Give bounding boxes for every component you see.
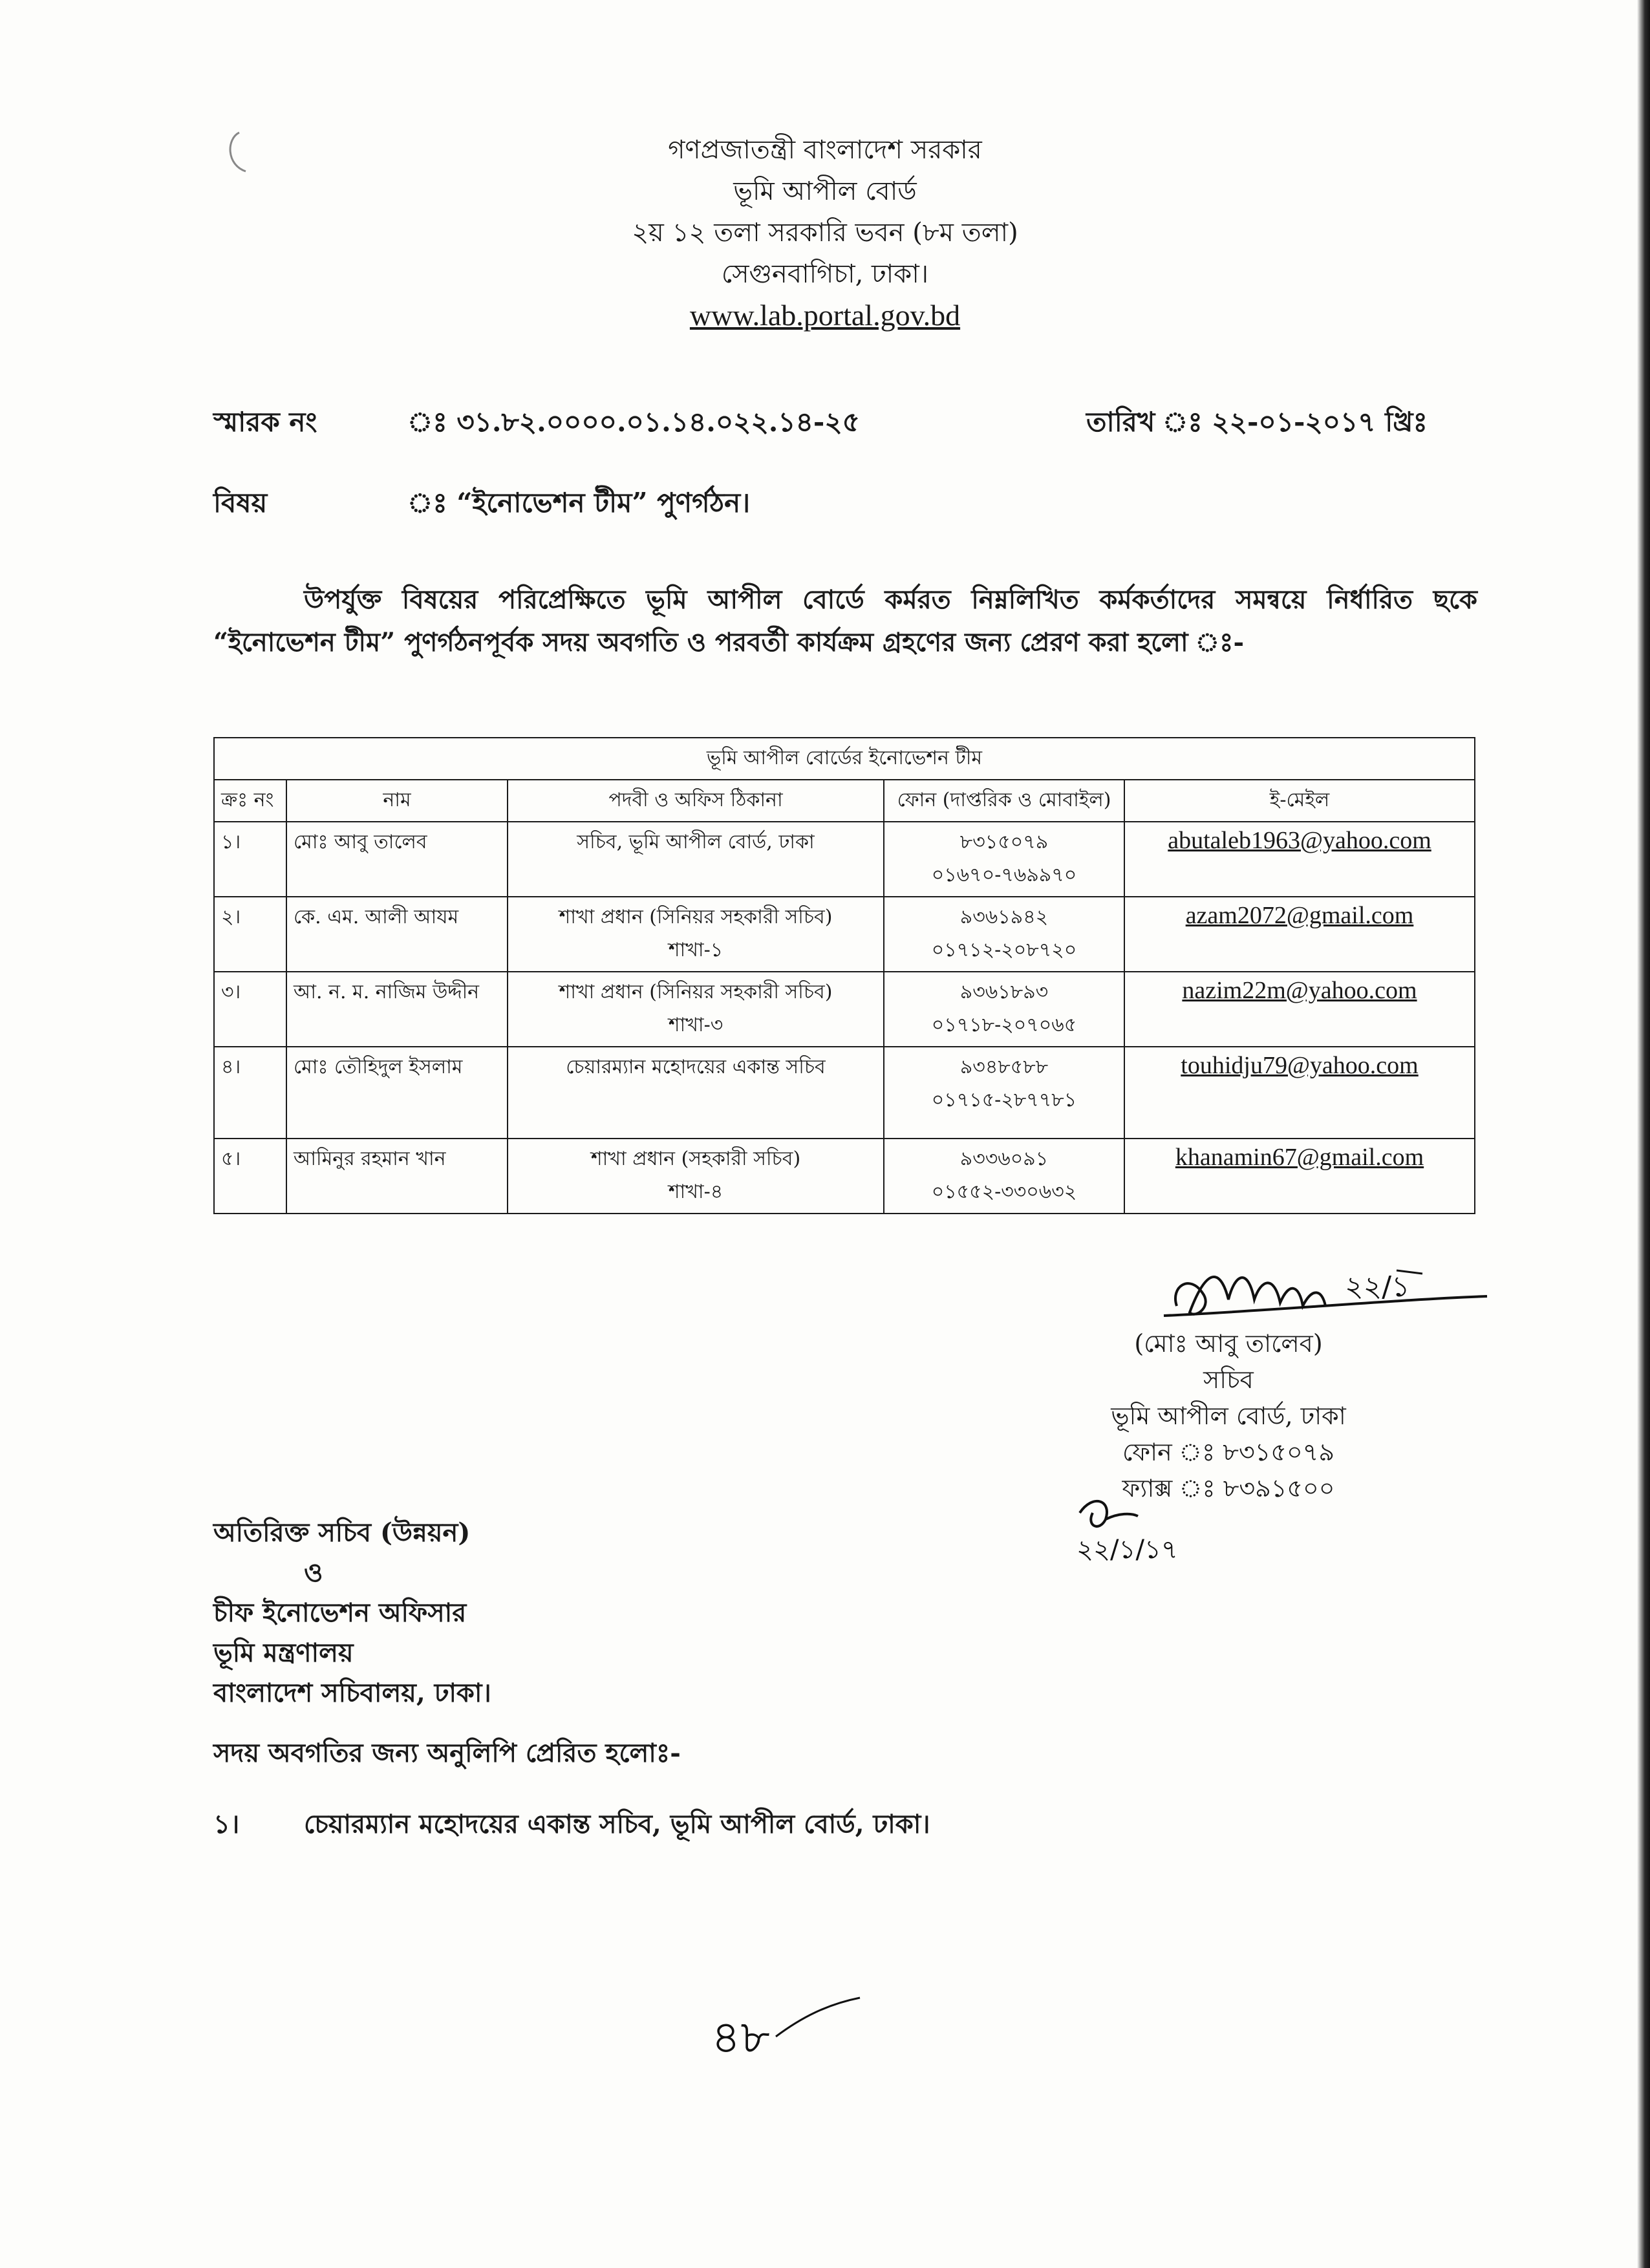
row-sl: ৩। (214, 972, 286, 1047)
memo-date: তারিখ ঃ ২২-০১-২০১৭ খ্রিঃ (1086, 406, 1428, 438)
table-row (214, 1139, 1475, 1214)
website-link[interactable]: www.lab.portal.gov.bd (689, 299, 961, 332)
header-designation: পদবী ও অফিস ঠিকানা (508, 780, 884, 822)
table-row (214, 972, 1475, 1047)
office-location: সেগুনবাগিচা, ঢাকা। (721, 259, 929, 289)
row-phone (884, 1047, 1124, 1139)
handwritten-initial (1067, 1487, 1235, 1578)
header-sl: ক্রঃ নং (214, 780, 286, 822)
office-phone: ৯৩৬১৯৪২ (959, 906, 1049, 928)
scan-edge (1637, 0, 1650, 2268)
table-row (214, 822, 1475, 897)
subject-value: ঃ “ইনোভেশন টীম” পুণর্গঠন। (407, 487, 751, 519)
initial-date: ২২/১/১৭ (1077, 1535, 1178, 1565)
memo-ref-number: ঃ ৩১.৮২.০০০০.০১.১৪.০২২.১৪-২৫ (407, 406, 860, 438)
table-row (214, 897, 1475, 972)
row-sl: ৫। (214, 1139, 286, 1214)
header-email: ই-মেইল (1124, 780, 1475, 822)
designation-text: শাখা প্রধান (সিনিয়র সহকারী সচিব) (559, 981, 833, 1003)
signatory-office: ভূমি আপীল বোর্ড, ঢাকা (1111, 1402, 1346, 1430)
memo-ref-label: স্মারক নং (213, 406, 317, 438)
row-sl: ২। (214, 897, 286, 972)
header-phone: ফোন (দাপ্তরিক ও মোবাইল) (884, 780, 1124, 822)
row-name: আমিনুর রহমান খান (286, 1139, 508, 1214)
row-designation (508, 1047, 884, 1139)
row-email[interactable]: nazim22m@yahoo.com (1124, 972, 1475, 1047)
office-text: শাখা-১ (668, 939, 723, 961)
designation-text: শাখা প্রধান (সহকারী সচিব) (590, 1148, 801, 1170)
body-paragraph: উপর্যুক্ত বিষয়ের পরিপ্রেক্ষিতে ভূমি আপীল বোর্ডে কর্মরত নিম্নলিখিত কর্মকর্তাদের সমন্বয়ে নির্ধারিত ছকে “ইনোভেশন টীম” পুণর্গঠনপূর্বক সদয় অবগতি ও পরবর্তী কার্যক্রম গ্রহণের জন্য প্রেরণ করা হলো ঃ- (213, 584, 1477, 658)
designation-text: সচিব, ভূমি আপীল বোর্ড, ঢাকা (577, 831, 815, 853)
row-designation (508, 972, 884, 1047)
office-phone: ৮৩১৫০৭৯ (959, 831, 1049, 853)
addressee-line: বাংলাদেশ সচিবালয়, ঢাকা। (213, 1678, 491, 1708)
row-designation (508, 897, 884, 972)
copy-heading: সদয় অবগতির জন্য অনুলিপি প্রেরিত হলোঃ- (213, 1738, 681, 1768)
copy-item-text: চেয়ারম্যান মহোদয়ের একান্ত সচিব, ভূমি আপীল বোর্ড, ঢাকা। (304, 1809, 930, 1839)
signatory-fax: ফ্যাক্স ঃ ৮৩৯১৫০০ (1122, 1474, 1335, 1503)
signatory-title: সচিব (1203, 1365, 1254, 1394)
office-building: ২য় ১২ তলা সরকারি ভবন (৮ম তলা) (632, 218, 1018, 248)
office-phone: ৯৩৪৮৫৮৮ (959, 1056, 1049, 1078)
signatory-name: (মোঃ আবু তালেব) (1134, 1329, 1323, 1358)
addressee-line: চীফ ইনোভেশন অফিসার (213, 1598, 467, 1628)
page-mark-text: ৪৮ (711, 2011, 770, 2064)
row-designation (508, 1139, 884, 1214)
handwritten-page-mark (705, 1991, 873, 2069)
office-phone: ৯৩৩৬০৯১ (959, 1148, 1049, 1170)
row-email[interactable]: touhidju79@yahoo.com (1124, 1047, 1475, 1139)
office-phone: ৯৩৬১৮৯৩ (959, 981, 1049, 1003)
mobile-phone: ০১৭১২-২০৮৭২০ (931, 939, 1077, 961)
row-name: মোঃ আবু তালেব (286, 822, 508, 897)
table-header-row (214, 780, 1475, 822)
row-sl: ১। (214, 822, 286, 897)
copy-item-number: ১। (213, 1809, 240, 1839)
office-text: শাখা-৩ (668, 1014, 723, 1036)
mobile-phone: ০১৭১৫-২৮৭৭৮১ (931, 1089, 1077, 1111)
row-name: আ. ন. ম. নাজিম উদ্দীন (286, 972, 508, 1047)
row-email[interactable]: khanamin67@gmail.com (1124, 1139, 1475, 1214)
mobile-phone: ০১৫৫২-৩৩০৬৩২ (931, 1181, 1077, 1203)
addressee-line: ও (304, 1557, 323, 1588)
addressee-line: ভূমি মন্ত্রণালয় (213, 1638, 354, 1668)
row-phone (884, 1139, 1124, 1214)
row-name: মোঃ তৌহিদুল ইসলাম (286, 1047, 508, 1139)
designation-text: চেয়ারম্যান মহোদয়ের একান্ত সচিব (566, 1056, 826, 1078)
row-designation (508, 822, 884, 897)
subject-label: বিষয় (213, 487, 268, 519)
innovation-team-table (213, 737, 1475, 1214)
signatory-block (1047, 1325, 1409, 1506)
addressee-line: অতিরিক্ত সচিব (উন্নয়ন) (213, 1517, 471, 1548)
table-caption: ভূমি আপীল বোর্ডের ইনোভেশন টীম (214, 738, 1475, 780)
signatory-phone: ফোন ঃ ৮৩১৫০৭৯ (1122, 1438, 1335, 1466)
addressee-block (213, 1513, 491, 1713)
office-text: শাখা-৪ (668, 1181, 723, 1203)
row-email[interactable]: abutaleb1963@yahoo.com (1124, 822, 1475, 897)
letterhead (0, 129, 1650, 336)
designation-text: শাখা প্রধান (সিনিয়র সহকারী সচিব) (559, 906, 833, 928)
office-name: ভূমি আপীল বোর্ড (733, 177, 917, 206)
row-phone (884, 972, 1124, 1047)
mobile-phone: ০১৬৭০-৭৬৯৯৭০ (931, 864, 1077, 886)
row-name: কে. এম. আলী আযম (286, 897, 508, 972)
mobile-phone: ০১৭১৮-২০৭০৬৫ (931, 1014, 1077, 1036)
copy-item (213, 1804, 930, 1847)
row-email[interactable]: azam2072@gmail.com (1124, 897, 1475, 972)
header-name: নাম (286, 780, 508, 822)
signature-date: ২২/১ (1345, 1270, 1410, 1303)
row-phone (884, 822, 1124, 897)
row-phone (884, 897, 1124, 972)
row-sl: ৪। (214, 1047, 286, 1139)
govt-name: গণপ্রজাতন্ত্রী বাংলাদেশ সরকার (668, 135, 982, 165)
table-row (214, 1047, 1475, 1139)
